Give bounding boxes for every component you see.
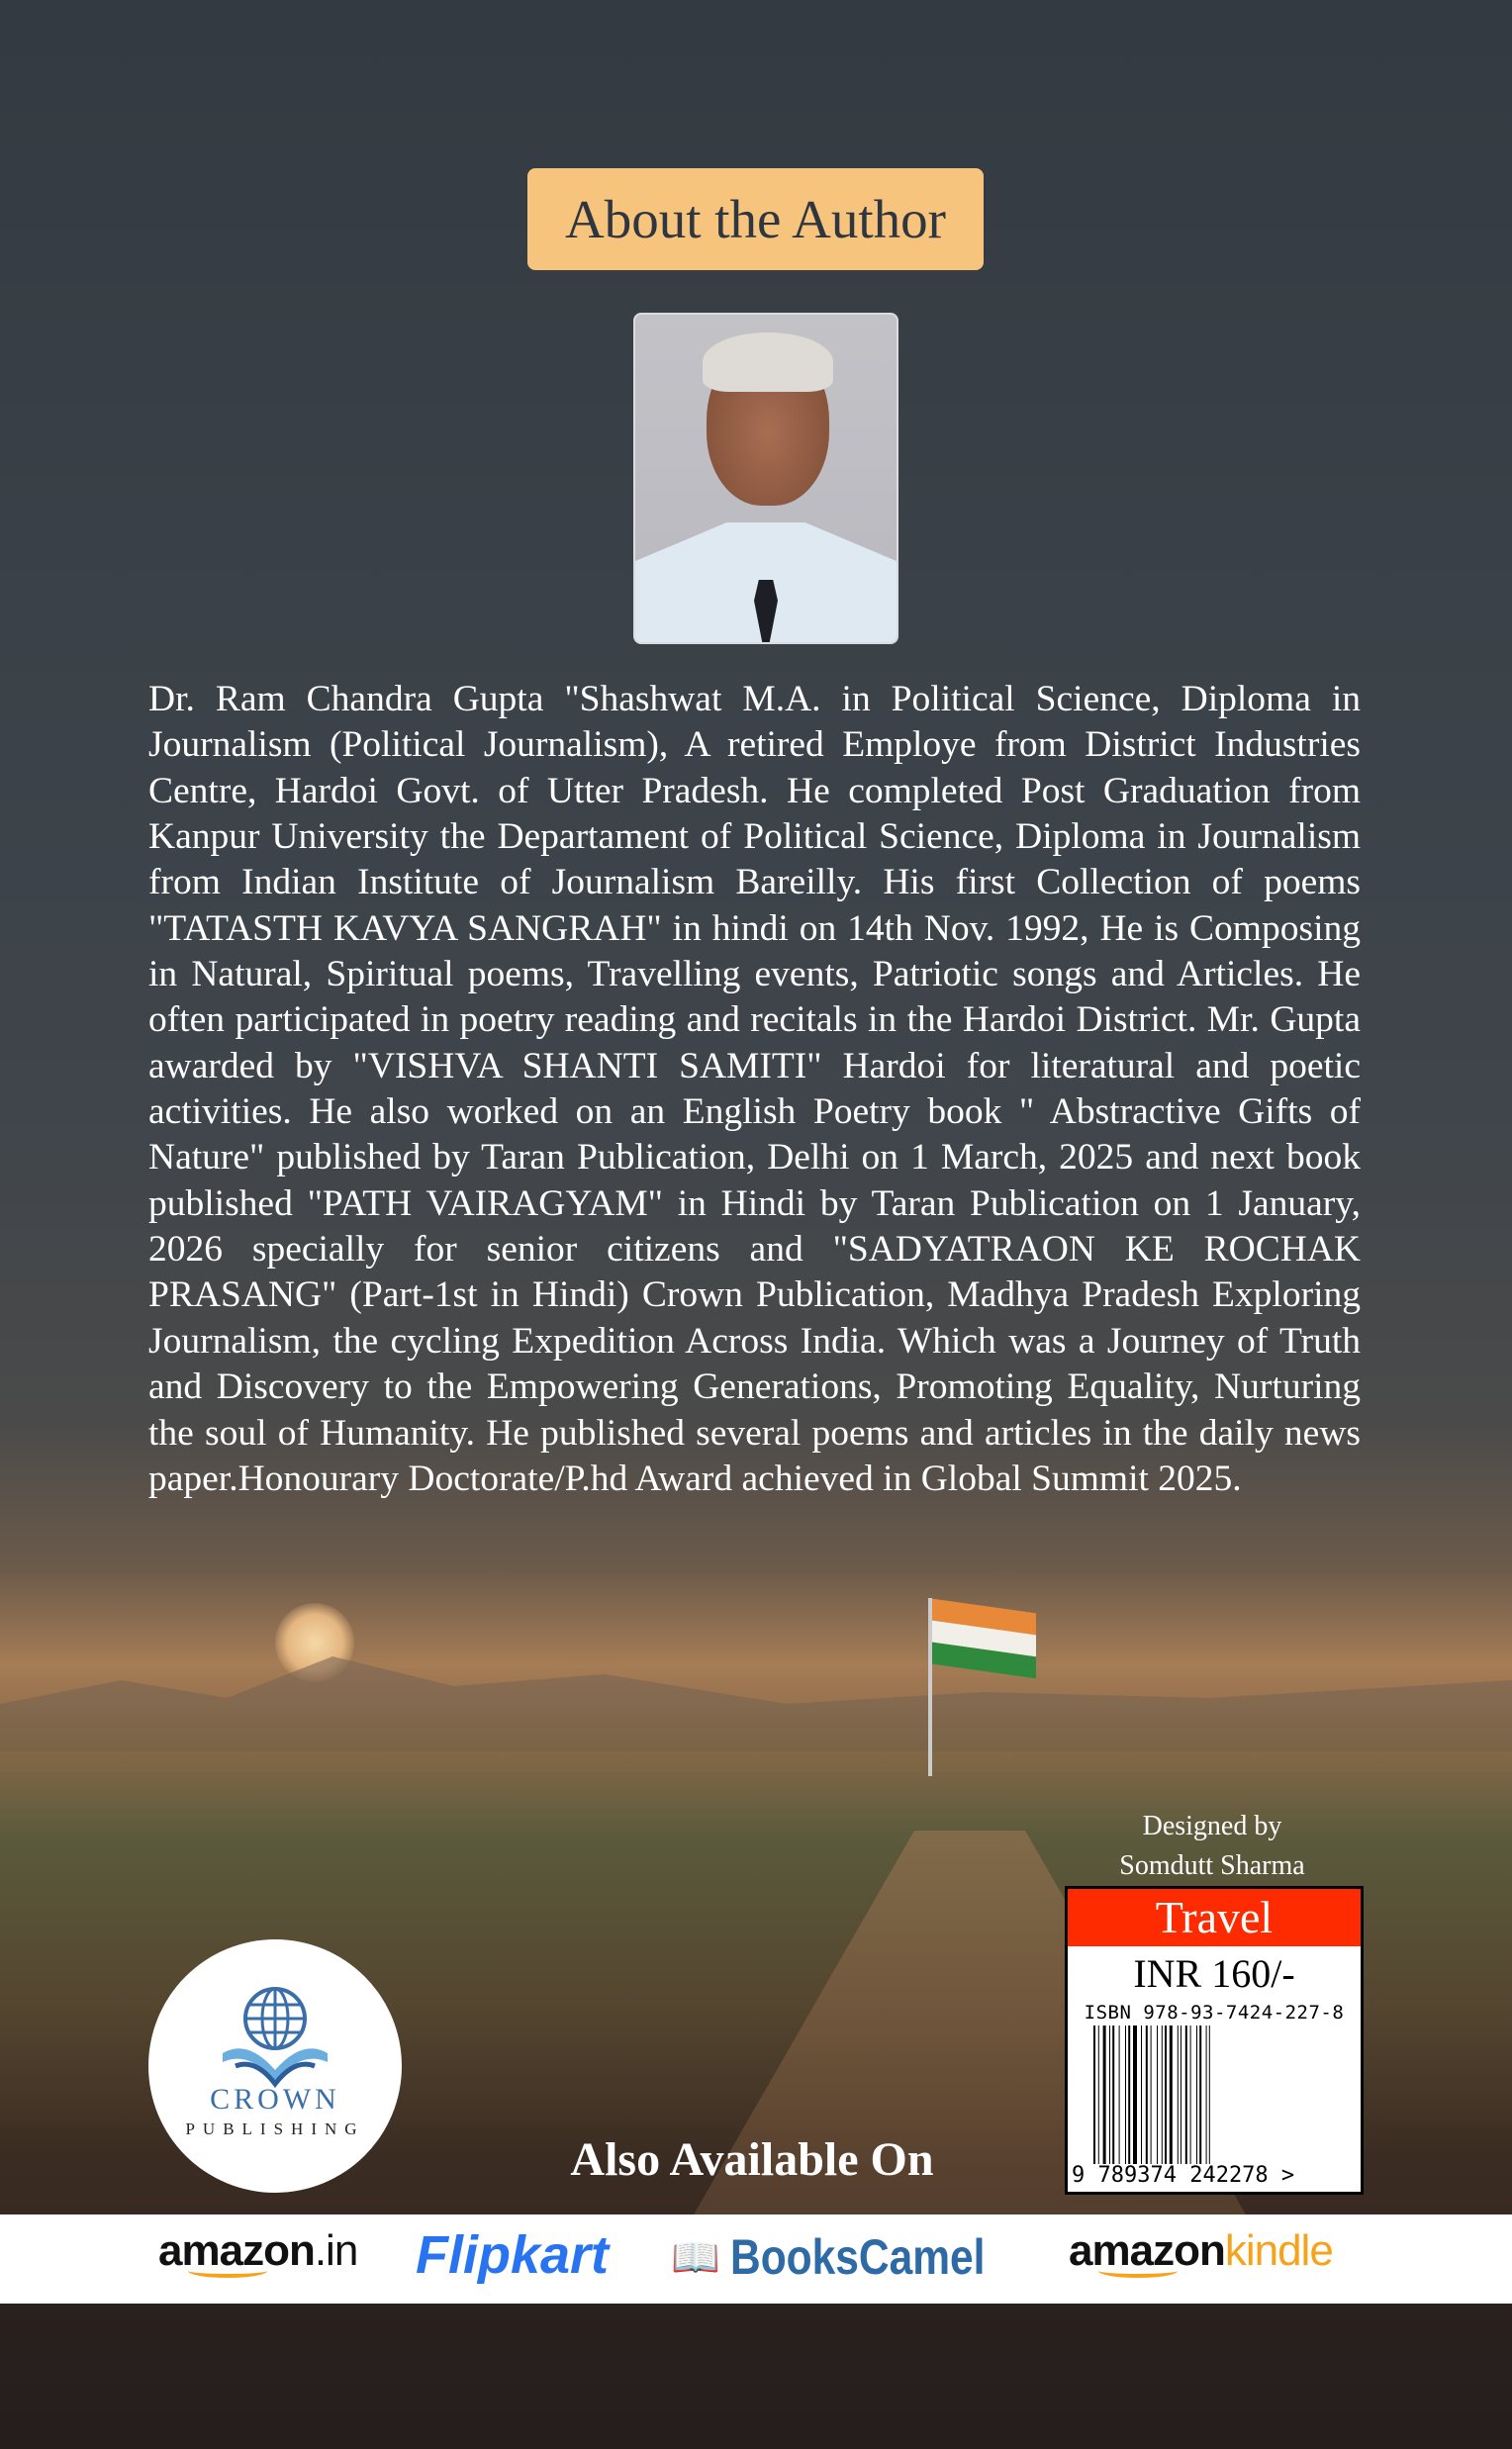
author-bio — [148, 677, 1361, 1502]
bio-line: "TATASTH KAVYA SANGRAH" in hindi on 14th Nov. 1992, He is Composing — [148, 907, 1361, 949]
isbn: ISBN 978-93-7424-227-8 — [1084, 2002, 1345, 2024]
barcode-bar — [1133, 2025, 1137, 2164]
bio-line: and Discovery to the Empowering Generations, Promoting Equality, Nurturing — [148, 1366, 1361, 1408]
bio-line: the soul of Humanity. He published several poems and articles in the daily news — [148, 1412, 1361, 1454]
also-available-heading: Also Available On — [570, 2133, 934, 2186]
store-amazon-in[interactable]: amazon.in — [158, 2226, 357, 2278]
bio-line: Nature" published by Taran Publication, Delhi on 1 March, 2025 and next book — [148, 1137, 1361, 1178]
barcode-bar — [1098, 2025, 1099, 2164]
barcode-bar — [1109, 2025, 1110, 2164]
about-author-heading: About the Author — [527, 168, 984, 270]
barcode-bar — [1209, 2025, 1210, 2164]
crown-publishing-logo — [148, 1939, 402, 2193]
bio-line: 2026 specially for senior citizens and "SADYATRAON KE ROCHAK — [148, 1229, 1361, 1271]
barcode-bar — [1157, 2025, 1158, 2164]
bio-line: Journalism, the cycling Expedition Across India. Which was a Journey of Truth — [148, 1320, 1361, 1362]
barcode-bar — [1206, 2025, 1207, 2164]
designer-name: Somdutt Sharma — [1119, 1850, 1305, 1881]
bio-line: Kanpur University the Departament of Political Science, Diploma in Journalism — [148, 816, 1361, 858]
barcode-bar — [1128, 2025, 1130, 2164]
bio-line: Centre, Hardoi Govt. of Utter Pradesh. He completed Post Graduation from — [148, 770, 1361, 811]
barcode-number: 9 789374 242278 > — [1072, 2163, 1295, 2188]
barcode-bar — [1093, 2025, 1095, 2164]
barcode-bar — [1165, 2025, 1167, 2164]
category-label: Travel — [1068, 1889, 1361, 1946]
barcode-bar — [1103, 2025, 1106, 2164]
bio-line: Journalism (Political Journalism), A retired Employe from District Industries — [148, 724, 1361, 766]
barcode-bar — [1141, 2025, 1142, 2164]
bio-line: in Natural, Spiritual poems, Travelling events, Patriotic songs and Articles. He — [148, 954, 1361, 995]
barcode-bar — [1199, 2025, 1201, 2164]
bio-line: awarded by "VISHVA SHANTI SAMITI" Hardoi for literatural and poetic — [148, 1045, 1361, 1086]
bio-line: published "PATH VAIRAGYAM" in Hindi by Taran Publication on 1 January, — [148, 1182, 1361, 1224]
publisher-name: CROWN — [210, 2083, 340, 2116]
price: INR 160/- — [1133, 1951, 1295, 1996]
barcode-bar — [1185, 2025, 1187, 2164]
camel-book-icon: 📖 — [671, 2235, 720, 2280]
bio-line: Dr. Ram Chandra Gupta "Shashwat M.A. in Political Science, Diploma in — [148, 679, 1361, 719]
barcode-bar — [1151, 2025, 1152, 2164]
designer-label: Designed by — [1142, 1811, 1282, 1841]
barcode-bar — [1196, 2025, 1197, 2164]
stores-strip — [0, 2214, 1512, 2304]
barcode-bar — [1146, 2025, 1148, 2164]
publisher-sub: PUBLISHING — [185, 2119, 365, 2138]
bottom-band — [0, 2304, 1512, 2449]
price-barcode-box — [1065, 1886, 1364, 2195]
author-photo — [633, 313, 898, 644]
bio-line: paper.Honourary Doctorate/P.hd Award achieved in Global Summit 2025. — [148, 1458, 1242, 1499]
bio-line: often participated in poetry reading and recitals in the Hardoi District. Mr. Gupta — [148, 999, 1361, 1041]
barcode-bar — [1162, 2025, 1163, 2164]
barcode-bar — [1190, 2025, 1191, 2164]
barcode-bar — [1119, 2025, 1120, 2164]
barcode-bar — [1170, 2025, 1173, 2164]
store-flipkart[interactable]: Flipkart — [416, 2225, 610, 2285]
bio-line: from Indian Institute of Journalism Bareilly. His first Collection of poems — [148, 862, 1361, 903]
designer-credit — [1098, 1807, 1326, 1886]
barcode-bar — [1178, 2025, 1179, 2164]
bio-line: activities. He also worked on an English Poetry book " Abstractive Gifts of — [148, 1091, 1361, 1133]
bio-line: PRASANG" (Part-1st in Hindi) Crown Publication, Madhya Pradesh Exploring — [148, 1274, 1361, 1316]
store-amazon-kindle[interactable]: amazonkindle — [1069, 2226, 1333, 2278]
barcode-bar — [1125, 2025, 1126, 2164]
barcode — [1074, 2025, 1272, 2164]
hills-background — [0, 1633, 1512, 1751]
store-bookscamel[interactable]: 📖 BooksCamel — [671, 2229, 986, 2285]
globe-book-icon — [148, 1939, 402, 2088]
barcode-bar — [1112, 2025, 1114, 2164]
